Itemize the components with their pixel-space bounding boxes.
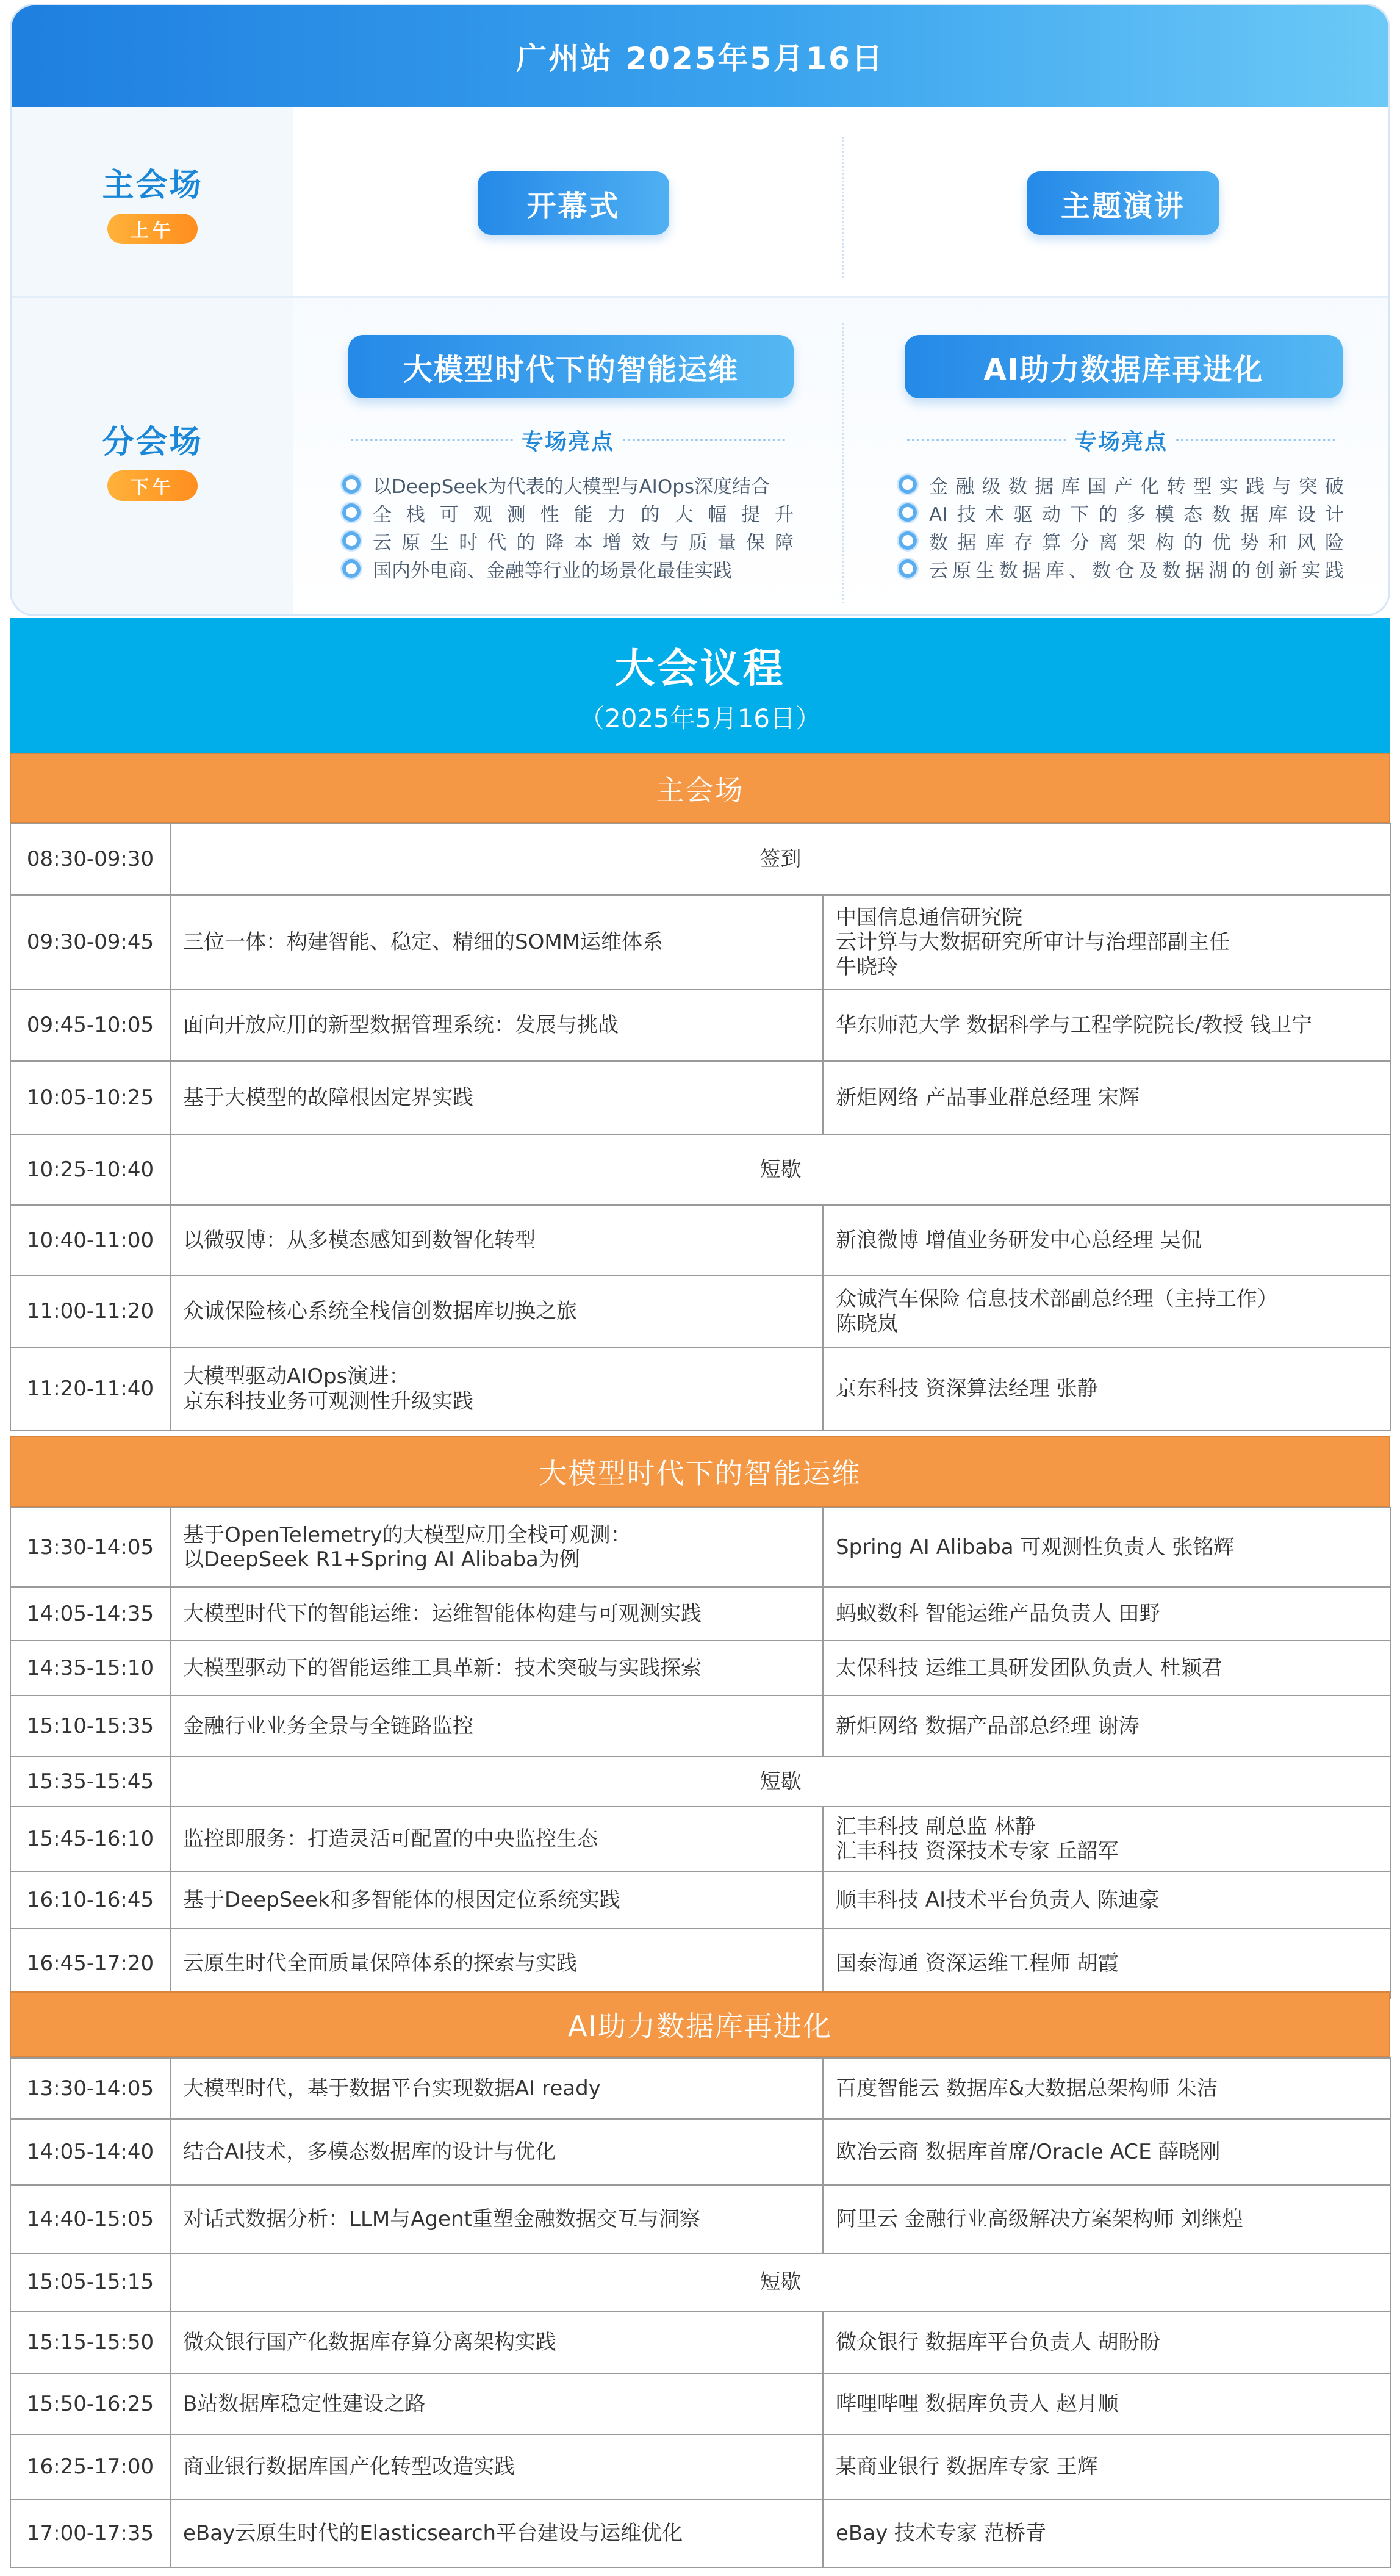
time-cell: 10:25-10:40 [10,1134,170,1205]
cell-line: 蚂蚁数科 智能运维产品负责人 田野 [836,1601,1160,1626]
speaker-cell [823,1929,1391,1998]
highlights-title: 专场亮点 [1075,429,1168,455]
agenda-table-main [10,823,1391,1431]
speaker-cell [823,1807,1391,1871]
time-cell: 15:10-15:35 [10,1696,170,1757]
highlight-item: AI技术驱动下的多模态数据库设计 [899,498,1344,527]
branch-venue-label: 分会场 [102,423,203,461]
highlight-item: 数据库存算分离架构的优势和风险 [899,527,1344,555]
cell-line: 新炬网络 产品事业群总经理 宋辉 [836,1085,1140,1110]
dotted-rule [907,439,1066,441]
cell-line: 大模型驱动AIOps演进： [183,1364,410,1389]
ring-bullet-icon [342,559,361,578]
time-cell: 16:25-17:00 [10,2434,170,2499]
ring-bullet-icon [899,503,917,522]
table-row [10,2253,1391,2311]
time-cell: 16:45-17:20 [10,1929,170,1998]
table-row [10,1929,1391,1998]
time-cell: 15:15-15:50 [10,2311,170,2373]
ring-bullet-icon [899,531,917,550]
table-row [10,2311,1391,2373]
highlight-item: 全栈可观测性能力的大幅提升 [342,498,794,527]
topic-cell: B站数据库稳定性建设之路 [170,2373,823,2434]
table-row [10,1871,1391,1929]
cell-line: 阿里云 金融行业高级解决方案架构师 刘继煌 [836,2206,1243,2231]
topic-cell: 结合AI技术，多模态数据库的设计与优化 [170,2119,823,2185]
time-cell: 16:10-16:45 [10,1871,170,1929]
branch-ops-highlights [342,470,794,583]
speaker-cell [823,990,1391,1061]
topic-cell [170,1508,823,1587]
table-row [10,1061,1391,1134]
time-cell: 14:40-15:05 [10,2185,170,2253]
time-cell: 15:05-15:15 [10,2253,170,2311]
cell-line: 新炬网络 数据产品部总经理 谢涛 [836,1713,1140,1738]
main-venue-content [293,107,1390,296]
time-cell: 15:45-16:10 [10,1807,170,1871]
venue-schedule-card [10,4,1390,616]
break-cell: 签到 [170,824,1391,895]
agenda-table-db [10,2057,1391,2568]
highlight-item: 以DeepSeek为代表的大模型与AIOps深度结合 [342,470,794,498]
cell-line: 京东科技业务可观测性升级实践 [183,1389,473,1414]
cell-line: 哔哩哔哩 数据库负责人 赵月顺 [836,2391,1119,2416]
branch-db-highlights [899,470,1344,583]
topic-cell: 商业银行数据库国产化转型改造实践 [170,2434,823,2499]
speaker-cell [823,1587,1391,1641]
table-row [10,1508,1391,1587]
table-row [10,1641,1391,1696]
topic-cell: 监控即服务：打造灵活可配置的中央监控生态 [170,1807,823,1871]
dotted-rule [623,439,785,441]
speaker-cell [823,895,1391,990]
cell-line: 汇丰科技 资深技术专家 丘韶军 [836,1839,1119,1863]
topic-cell: 以微驭博：从多模态感知到数智化转型 [170,1205,823,1276]
break-cell: 短歇 [170,2253,1391,2311]
ring-bullet-icon [899,559,917,578]
main-venue-label: 主会场 [102,167,203,204]
highlight-item: 云原生数据库、数仓及数据湖的创新实践 [899,555,1344,583]
time-cell: 10:05-10:25 [10,1061,170,1134]
section-header-db: AI助力数据库再进化 [10,1991,1390,2057]
column-divider [842,323,844,603]
cell-line: 京东科技 资深算法经理 张静 [836,1376,1098,1401]
cell-line: eBay 技术专家 范桥青 [836,2520,1046,2545]
speaker-cell [823,1061,1391,1134]
dotted-rule [351,439,513,441]
cell-line: 以DeepSeek R1+Spring AI Alibaba为例 [183,1547,580,1572]
speaker-cell [823,1276,1391,1347]
branch-venue-label-cell [12,298,293,616]
morning-badge: 上午 [107,214,198,244]
time-cell: 10:40-11:00 [10,1205,170,1276]
table-row [10,1134,1391,1205]
agenda-table-ops [10,1507,1391,1999]
cell-line: 国泰海通 资深运维工程师 胡霞 [836,1951,1119,1976]
cell-line: 欧冶云商 数据库首席/Oracle ACE 薛晓刚 [836,2139,1221,2164]
speaker-cell [823,1871,1391,1929]
speaker-cell [823,2119,1391,2185]
table-row [10,1347,1391,1431]
time-cell: 11:20-11:40 [10,1347,170,1431]
time-cell: 14:05-14:40 [10,2119,170,2185]
table-row [10,1696,1391,1757]
time-cell: 14:05-14:35 [10,1587,170,1641]
speaker-cell [823,2434,1391,2499]
cell-line: 某商业银行 数据库专家 王辉 [836,2454,1098,2479]
topic-cell: 基于DeepSeek和多智能体的根因定位系统实践 [170,1871,823,1929]
topic-cell: 三位一体：构建智能、稳定、精细的SOMM运维体系 [170,895,823,990]
agenda-date: （2025年5月16日） [578,703,822,733]
topic-cell: 面向开放应用的新型数据管理系统：发展与挑战 [170,990,823,1061]
cell-line: 众诚汽车保险 信息技术部副总经理（主持工作） [836,1287,1278,1312]
table-row [10,1587,1391,1641]
time-cell: 13:30-14:05 [10,2058,170,2119]
column-divider [842,137,844,278]
afternoon-badge: 下午 [107,470,198,501]
topic-cell: eBay云原生时代的Elasticsearch平台建设与运维优化 [170,2499,823,2567]
table-row [10,1205,1391,1276]
cell-line: Spring AI Alibaba 可观测性负责人 张铭辉 [836,1534,1235,1560]
speaker-cell [823,2058,1391,2119]
venue-date-header: 广州站 2025年5月16日 [12,5,1388,107]
topic-cell: 对话式数据分析：LLM与Agent重塑金融数据交互与洞察 [170,2185,823,2253]
cell-line: 云计算与大数据研究所审计与治理部副主任 [836,930,1230,955]
table-row [10,2058,1391,2119]
table-row [10,2119,1391,2185]
topic-cell: 大模型驱动下的智能运维工具革新：技术突破与实践探索 [170,1641,823,1696]
cell-line: 微众银行 数据库平台负责人 胡盼盼 [836,2330,1160,2355]
main-venue-label-cell [12,107,293,296]
table-row [10,895,1391,990]
break-cell: 短歇 [170,1134,1391,1205]
cell-line: 中国信息通信研究院 [836,905,1022,930]
time-cell: 09:45-10:05 [10,990,170,1061]
topic-cell: 大模型时代下的智能运维：运维智能体构建与可观测实践 [170,1587,823,1641]
table-row [10,1807,1391,1871]
cell-line: 汇丰科技 副总监 林静 [836,1814,1036,1839]
topic-cell: 众诚保险核心系统全栈信创数据库切换之旅 [170,1276,823,1347]
cell-line: 顺丰科技 AI技术平台负责人 陈迪豪 [836,1887,1160,1912]
topic-cell: 微众银行国产化数据库存算分离架构实践 [170,2311,823,2373]
time-cell: 14:35-15:10 [10,1641,170,1696]
cell-line: 牛晓玲 [836,954,898,979]
highlight-item: 云原生时代的降本增效与质量保障 [342,527,794,555]
ring-bullet-icon [899,475,917,494]
speaker-cell [823,1347,1391,1431]
cell-line: 基于OpenTelemetry的大模型应用全栈可观测： [183,1522,631,1547]
speaker-cell [823,2373,1391,2434]
speaker-cell [823,1508,1391,1587]
opening-ceremony-button: 开幕式 [478,171,669,235]
speaker-cell [823,2311,1391,2373]
topic-cell: 云原生时代全面质量保障体系的探索与实践 [170,1929,823,1998]
table-row [10,1276,1391,1347]
dotted-rule [1176,439,1335,441]
time-cell: 17:00-17:35 [10,2499,170,2567]
table-row [10,2434,1391,2499]
agenda-header [10,618,1390,753]
time-cell: 15:35-15:45 [10,1757,170,1807]
highlight-item: 国内外电商、金融等行业的场景化最佳实践 [342,555,794,583]
cell-line: 华东师范大学 数据科学与工程学院院长/教授 钱卫宁 [836,1013,1313,1038]
speaker-cell [823,2499,1391,2567]
agenda-title: 大会议程 [614,645,786,692]
table-row [10,2499,1391,2567]
time-cell: 15:50-16:25 [10,2373,170,2434]
speaker-cell [823,1641,1391,1696]
topic-cell: 金融行业业务全景与全链路监控 [170,1696,823,1757]
speaker-cell [823,2185,1391,2253]
keynote-button: 主题演讲 [1027,171,1219,235]
ring-bullet-icon [342,503,361,522]
cell-line: 太保科技 运维工具研发团队负责人 杜颖君 [836,1655,1222,1680]
cell-line: 新浪微博 增值业务研发中心总经理 吴侃 [836,1228,1202,1253]
break-cell: 短歇 [170,1757,1391,1807]
topic-cell: 大模型时代，基于数据平台实现数据AI ready [170,2058,823,2119]
cell-line: 陈晓岚 [836,1311,898,1336]
branch-ops-highlights-heading [342,425,794,455]
table-row [10,824,1391,895]
section-header-ops: 大模型时代下的智能运维 [10,1436,1390,1507]
time-cell: 11:00-11:20 [10,1276,170,1347]
highlight-item: 金融级数据库国产化转型实践与突破 [899,470,1344,498]
table-row [10,2373,1391,2434]
branch-ops-title: 大模型时代下的智能运维 [348,335,794,398]
topic-cell [170,1347,823,1431]
branch-db-title: AI助力数据库再进化 [905,335,1343,398]
speaker-cell [823,1205,1391,1276]
time-cell: 13:30-14:05 [10,1508,170,1587]
branch-venue-content [293,298,1390,616]
topic-cell: 基于大模型的故障根因定界实践 [170,1061,823,1134]
time-cell: 08:30-09:30 [10,824,170,895]
table-row [10,1757,1391,1807]
speaker-cell [823,1696,1391,1757]
cell-line: 百度智能云 数据库&大数据总架构师 朱洁 [836,2076,1218,2101]
table-row [10,2185,1391,2253]
highlights-title: 专场亮点 [522,429,615,455]
ring-bullet-icon [342,531,361,550]
ring-bullet-icon [342,475,361,494]
time-cell: 09:30-09:45 [10,895,170,990]
branch-db-highlights-heading [899,425,1344,455]
table-row [10,990,1391,1061]
section-header-main: 主会场 [10,753,1390,823]
